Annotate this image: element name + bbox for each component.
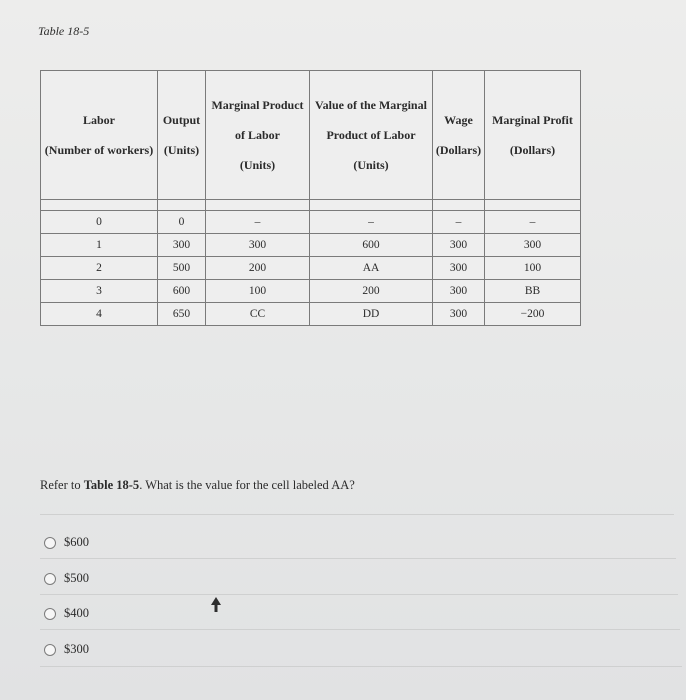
radio-button[interactable]	[44, 608, 56, 620]
header-row	[41, 71, 581, 200]
cell-wage: 300	[433, 303, 485, 326]
divider	[40, 558, 676, 559]
cell-value-marginal-product: 600	[310, 234, 433, 257]
cell-wage: 300	[433, 234, 485, 257]
radio-button[interactable]	[44, 644, 56, 656]
cell-marginal-product: 300	[206, 234, 310, 257]
option-label: $600	[64, 535, 89, 549]
answer-option-2[interactable]	[44, 571, 89, 586]
cell-output: 600	[158, 280, 206, 303]
cell-marginal-product: 100	[206, 280, 310, 303]
cell-marginal-profit: 300	[485, 234, 581, 257]
answer-option-1[interactable]	[44, 535, 89, 550]
cell-marginal-product: –	[206, 211, 310, 234]
cell-labor: 1	[41, 234, 158, 257]
cell-marginal-profit: BB	[485, 280, 581, 303]
header-wage: Wage (Dollars)	[433, 71, 485, 200]
cell-marginal-profit: –	[485, 211, 581, 234]
header-marginal-profit: Marginal Profit (Dollars)	[485, 71, 581, 200]
header-value-marginal-product: Value of the Marginal Product of Labor (Units)	[310, 71, 433, 200]
cell-labor: 4	[41, 303, 158, 326]
cell-wage: 300	[433, 280, 485, 303]
answer-option-3[interactable]	[44, 606, 89, 621]
cell-marginal-profit: −200	[485, 303, 581, 326]
cell-value-marginal-product: DD	[310, 303, 433, 326]
table-row	[41, 303, 581, 326]
cell-marginal-product: 200	[206, 257, 310, 280]
question-table-ref: Table 18-5	[83, 478, 140, 492]
cell-labor: 2	[41, 257, 158, 280]
answer-option-4[interactable]	[44, 642, 89, 657]
spacer-row	[41, 200, 581, 211]
cell-wage: 300	[433, 257, 485, 280]
divider	[40, 629, 680, 630]
table-row	[41, 257, 581, 280]
table-row	[41, 234, 581, 257]
divider	[40, 666, 682, 667]
header-marginal-product: Marginal Product of Labor (Units)	[206, 71, 310, 200]
table-row	[41, 280, 581, 303]
divider	[40, 594, 678, 595]
radio-button[interactable]	[44, 573, 56, 585]
header-output: Output (Units)	[158, 71, 206, 200]
cell-output: 300	[158, 234, 206, 257]
radio-button[interactable]	[44, 537, 56, 549]
cell-output: 500	[158, 257, 206, 280]
cell-value-marginal-product: 200	[310, 280, 433, 303]
option-label: $400	[64, 606, 89, 620]
cell-output: 650	[158, 303, 206, 326]
cell-marginal-product: CC	[206, 303, 310, 326]
table-title: Table 18-5	[38, 24, 90, 38]
cell-labor: 0	[41, 211, 158, 234]
cell-value-marginal-product: AA	[310, 257, 433, 280]
option-label: $300	[64, 642, 89, 656]
data-table	[40, 70, 581, 326]
divider	[40, 514, 674, 515]
cell-marginal-profit: 100	[485, 257, 581, 280]
cell-value-marginal-product: –	[310, 211, 433, 234]
option-label: $500	[64, 571, 89, 585]
question-text: Refer to Table 18-5. What is the value for the cell labeled AA?	[40, 478, 355, 492]
header-labor: Labor (Number of workers)	[41, 71, 158, 200]
mouse-cursor-icon	[209, 596, 223, 614]
cell-labor: 3	[41, 280, 158, 303]
table-row	[41, 211, 581, 234]
cell-wage: –	[433, 211, 485, 234]
cell-output: 0	[158, 211, 206, 234]
